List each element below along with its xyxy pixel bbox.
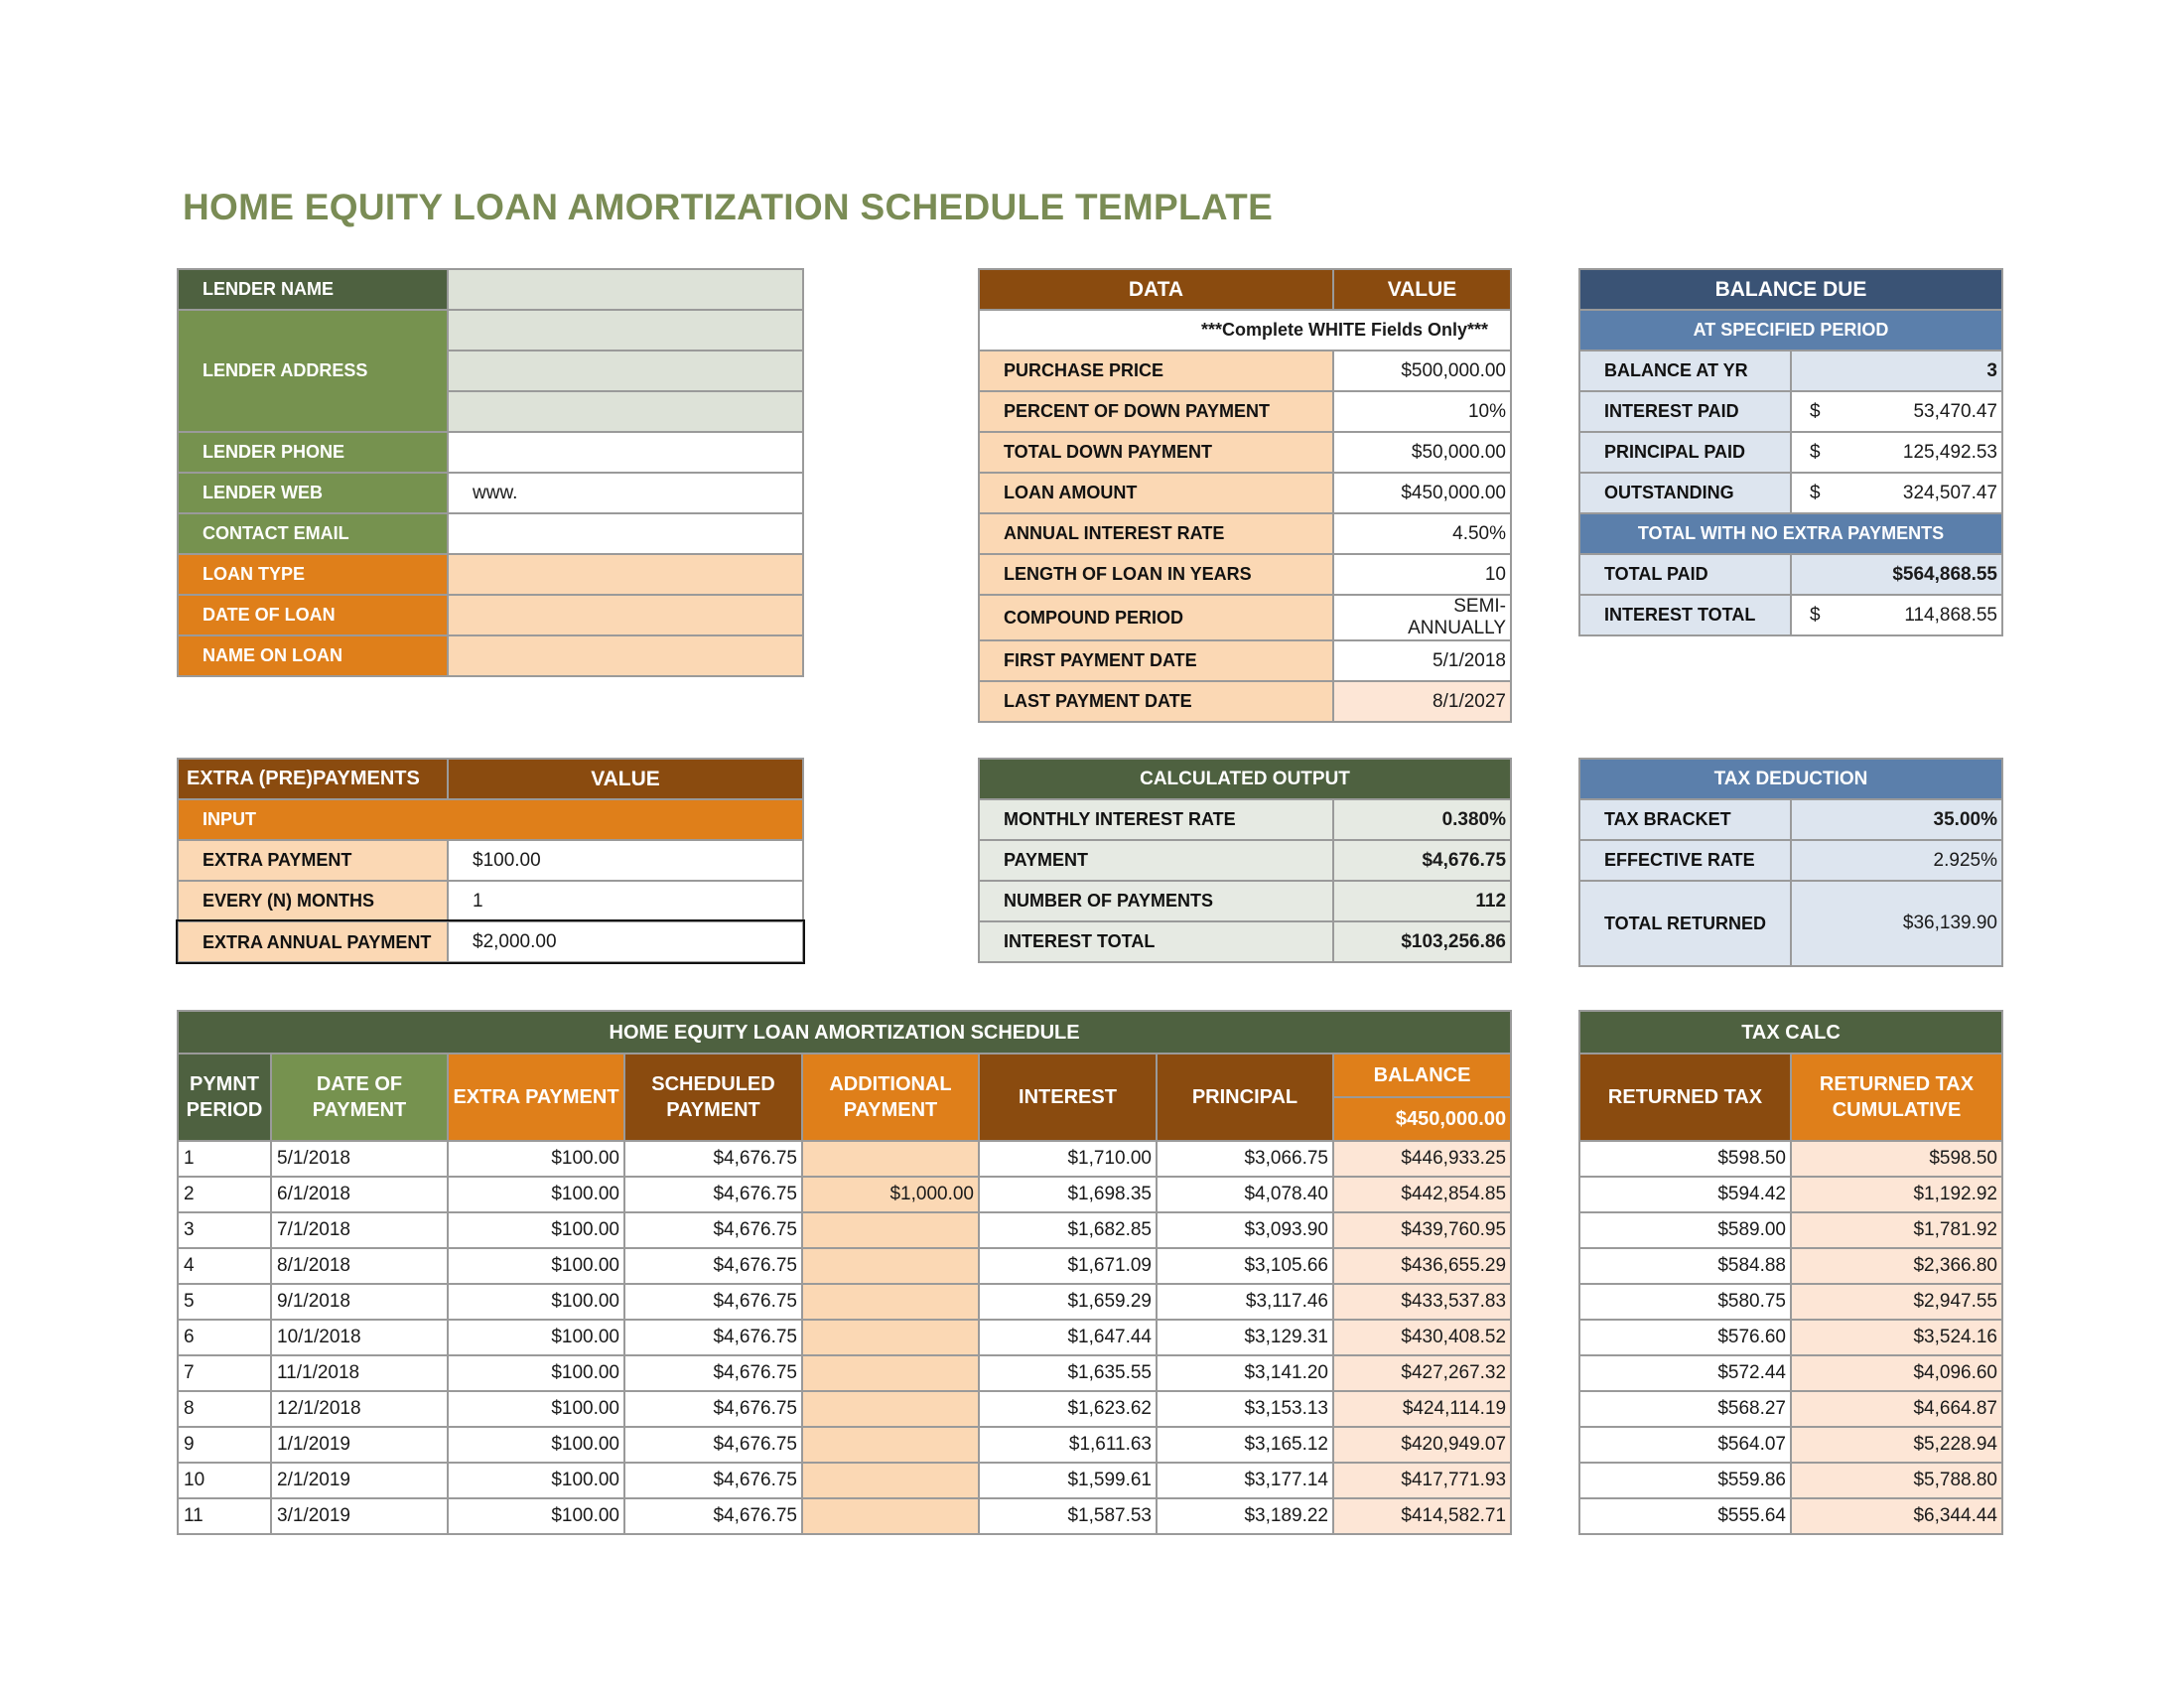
cell-extra-payment: $100.00	[448, 1141, 624, 1177]
date-of-loan-input[interactable]	[448, 595, 803, 635]
cell-extra-payment: $100.00	[448, 1248, 624, 1284]
extra-annual-payment-input[interactable]: $2,000.00	[448, 921, 803, 962]
col-date-of-payment: DATE OF PAYMENT	[271, 1054, 448, 1141]
lender-phone-input[interactable]	[448, 432, 803, 473]
interest-paid-amount: 53,470.47	[1913, 400, 1997, 422]
cell-extra-payment: $100.00	[448, 1320, 624, 1355]
cell-date: 12/1/2018	[271, 1391, 448, 1427]
tax-deduction-header: TAX DEDUCTION	[1579, 759, 2002, 799]
cell-interest: $1,710.00	[979, 1141, 1157, 1177]
every-n-months-label: EVERY (N) MONTHS	[178, 881, 448, 921]
cell-balance: $420,949.07	[1333, 1427, 1511, 1463]
calculated-output-table	[978, 758, 1512, 963]
last-payment-date-label: LAST PAYMENT DATE	[979, 681, 1333, 722]
cell-principal: $4,078.40	[1157, 1177, 1333, 1212]
cell-balance: $427,267.32	[1333, 1355, 1511, 1391]
col-returned-tax-cumulative: RETURNED TAX CUMULATIVE	[1791, 1054, 2002, 1141]
cell-returned-tax-cumulative: $5,788.80	[1791, 1463, 2002, 1498]
lender-web-label: LENDER WEB	[178, 473, 448, 513]
cell-scheduled-payment: $4,676.75	[624, 1177, 802, 1212]
cell-returned-tax: $555.64	[1579, 1498, 1791, 1534]
cell-scheduled-payment: $4,676.75	[624, 1355, 802, 1391]
loan-type-label: LOAN TYPE	[178, 554, 448, 595]
cell-scheduled-payment: $4,676.75	[624, 1141, 802, 1177]
cell-returned-tax-cumulative: $1,781.92	[1791, 1212, 2002, 1248]
cell-balance: $433,537.83	[1333, 1284, 1511, 1320]
starting-balance: $450,000.00	[1333, 1097, 1511, 1141]
tax-bracket-input[interactable]: 35.00%	[1791, 799, 2002, 840]
cell-extra-payment: $100.00	[448, 1463, 624, 1498]
principal-paid-value	[1791, 432, 2002, 473]
cell-scheduled-payment: $4,676.75	[624, 1391, 802, 1427]
table-row	[178, 1391, 1511, 1427]
payment-label: PAYMENT	[979, 840, 1333, 881]
value-column-header: VALUE	[1333, 269, 1511, 310]
cell-date: 1/1/2019	[271, 1427, 448, 1463]
at-specified-period-header: AT SPECIFIED PERIOD	[1579, 310, 2002, 351]
cell-principal: $3,177.14	[1157, 1463, 1333, 1498]
cell-returned-tax-cumulative: $598.50	[1791, 1141, 2002, 1177]
cell-scheduled-payment: $4,676.75	[624, 1212, 802, 1248]
table-row	[178, 1355, 1511, 1391]
input-subheader: INPUT	[178, 799, 803, 840]
currency-symbol: $	[1810, 482, 1821, 503]
cell-interest: $1,698.35	[979, 1177, 1157, 1212]
cell-returned-tax: $594.42	[1579, 1177, 1791, 1212]
extra-payment-label: EXTRA PAYMENT	[178, 840, 448, 881]
cell-period: 6	[178, 1320, 271, 1355]
table-row	[178, 1141, 1511, 1177]
cell-principal: $3,093.90	[1157, 1212, 1333, 1248]
lender-address-line2-input[interactable]	[448, 351, 803, 391]
contact-email-label: CONTACT EMAIL	[178, 513, 448, 554]
extra-payment-input[interactable]: $100.00	[448, 840, 803, 881]
last-payment-date-value: 8/1/2027	[1333, 681, 1511, 722]
cell-period: 11	[178, 1498, 271, 1534]
total-returned-value: $36,139.90	[1791, 881, 2002, 966]
cell-additional-payment[interactable]	[802, 1355, 979, 1391]
calc-interest-total-label: INTEREST TOTAL	[979, 921, 1333, 962]
cell-balance: $446,933.25	[1333, 1141, 1511, 1177]
cell-period: 10	[178, 1463, 271, 1498]
interest-paid-value	[1791, 391, 2002, 432]
total-paid-label: TOTAL PAID	[1579, 554, 1791, 595]
balance-due-table	[1578, 268, 2003, 636]
total-no-extra-payments-header: TOTAL WITH NO EXTRA PAYMENTS	[1579, 513, 2002, 554]
extra-prepayments-table	[177, 758, 804, 963]
cell-interest: $1,671.09	[979, 1248, 1157, 1284]
monthly-interest-rate-label: MONTHLY INTEREST RATE	[979, 799, 1333, 840]
cell-principal: $3,153.13	[1157, 1391, 1333, 1427]
schedule-title: HOME EQUITY LOAN AMORTIZATION SCHEDULE	[178, 1011, 1511, 1054]
table-row	[1579, 1248, 2002, 1284]
cell-interest: $1,682.85	[979, 1212, 1157, 1248]
cell-date: 7/1/2018	[271, 1212, 448, 1248]
principal-paid-label: PRINCIPAL PAID	[1579, 432, 1791, 473]
cell-additional-payment[interactable]	[802, 1427, 979, 1463]
cell-returned-tax-cumulative: $2,947.55	[1791, 1284, 2002, 1320]
loan-amount-label: LOAN AMOUNT	[979, 473, 1333, 513]
tax-calc-title: TAX CALC	[1579, 1011, 2002, 1054]
compound-period-line1: SEMI-	[1453, 596, 1506, 617]
col-interest: INTEREST	[979, 1054, 1157, 1141]
currency-symbol: $	[1810, 604, 1821, 626]
cell-date: 5/1/2018	[271, 1141, 448, 1177]
table-row	[1579, 1141, 2002, 1177]
every-n-months-input[interactable]: 1	[448, 881, 803, 921]
total-down-payment-value: $50,000.00	[1333, 432, 1511, 473]
cell-period: 3	[178, 1212, 271, 1248]
col-scheduled-payment: SCHEDULED PAYMENT	[624, 1054, 802, 1141]
interest-total-amount: 114,868.55	[1904, 604, 1997, 626]
cell-date: 8/1/2018	[271, 1248, 448, 1284]
table-row	[1579, 1498, 2002, 1534]
cell-principal: $3,105.66	[1157, 1248, 1333, 1284]
data-column-header: DATA	[979, 269, 1333, 310]
table-row	[178, 1284, 1511, 1320]
cell-date: 10/1/2018	[271, 1320, 448, 1355]
interest-paid-label: INTEREST PAID	[1579, 391, 1791, 432]
col-pymnt-period: PYMNT PERIOD	[178, 1054, 271, 1141]
table-row	[178, 1498, 1511, 1534]
table-row	[178, 1463, 1511, 1498]
balance-due-header: BALANCE DUE	[1579, 269, 2002, 310]
outstanding-value	[1791, 473, 2002, 513]
outstanding-amount: 324,507.47	[1902, 482, 1997, 503]
cell-returned-tax-cumulative: $3,524.16	[1791, 1320, 2002, 1355]
annual-interest-rate-label: ANNUAL INTEREST RATE	[979, 513, 1333, 554]
interest-total-value	[1791, 595, 2002, 635]
table-row	[1579, 1427, 2002, 1463]
tax-bracket-label: TAX BRACKET	[1579, 799, 1791, 840]
cell-principal: $3,117.46	[1157, 1284, 1333, 1320]
table-row	[1579, 1177, 2002, 1212]
length-of-loan-label: LENGTH OF LOAN IN YEARS	[979, 554, 1333, 595]
percent-down-payment-label: PERCENT OF DOWN PAYMENT	[979, 391, 1333, 432]
loan-amount-value: $450,000.00	[1333, 473, 1511, 513]
table-row	[178, 1427, 1511, 1463]
table-row	[1579, 1391, 2002, 1427]
compound-period-input[interactable]	[1333, 595, 1511, 640]
cell-returned-tax: $598.50	[1579, 1141, 1791, 1177]
table-row	[178, 1248, 1511, 1284]
interest-total-label: INTEREST TOTAL	[1579, 595, 1791, 635]
table-row	[1579, 1463, 2002, 1498]
balance-at-yr-label: BALANCE AT YR	[1579, 351, 1791, 391]
cell-period: 5	[178, 1284, 271, 1320]
monthly-interest-rate-value: 0.380%	[1333, 799, 1511, 840]
table-row	[1579, 1284, 2002, 1320]
compound-period-line2: ANNUALLY	[1408, 618, 1506, 638]
number-of-payments-value: 112	[1333, 881, 1511, 921]
cell-principal: $3,129.31	[1157, 1320, 1333, 1355]
table-row	[1579, 1320, 2002, 1355]
calculated-output-header: CALCULATED OUTPUT	[979, 759, 1511, 799]
length-of-loan-input[interactable]: 10	[1333, 554, 1511, 595]
cell-returned-tax: $564.07	[1579, 1427, 1791, 1463]
cell-returned-tax: $580.75	[1579, 1284, 1791, 1320]
first-payment-date-label: FIRST PAYMENT DATE	[979, 640, 1333, 681]
cell-additional-payment[interactable]	[802, 1141, 979, 1177]
table-row	[178, 1320, 1511, 1355]
loan-type-input[interactable]	[448, 554, 803, 595]
cell-returned-tax-cumulative: $4,096.60	[1791, 1355, 2002, 1391]
cell-date: 9/1/2018	[271, 1284, 448, 1320]
cell-period: 7	[178, 1355, 271, 1391]
extra-annual-payment-label: EXTRA ANNUAL PAYMENT	[178, 921, 448, 962]
complete-white-fields-note: ***Complete WHITE Fields Only***	[979, 310, 1511, 351]
cell-returned-tax-cumulative: $1,192.92	[1791, 1177, 2002, 1212]
cell-interest: $1,587.53	[979, 1498, 1157, 1534]
effective-rate-value: 2.925%	[1791, 840, 2002, 881]
cell-additional-payment[interactable]	[802, 1284, 979, 1320]
col-balance: BALANCE	[1333, 1054, 1511, 1097]
cell-principal: $3,141.20	[1157, 1355, 1333, 1391]
cell-period: 8	[178, 1391, 271, 1427]
cell-returned-tax-cumulative: $5,228.94	[1791, 1427, 2002, 1463]
col-returned-tax: RETURNED TAX	[1579, 1054, 1791, 1141]
cell-extra-payment: $100.00	[448, 1498, 624, 1534]
col-principal: PRINCIPAL	[1157, 1054, 1333, 1141]
col-extra-payment: EXTRA PAYMENT	[448, 1054, 624, 1141]
cell-returned-tax: $559.86	[1579, 1463, 1791, 1498]
extra-value-header: VALUE	[448, 759, 803, 799]
name-on-loan-input[interactable]	[448, 635, 803, 676]
cell-returned-tax-cumulative: $6,344.44	[1791, 1498, 2002, 1534]
cell-interest: $1,659.29	[979, 1284, 1157, 1320]
cell-returned-tax: $576.60	[1579, 1320, 1791, 1355]
cell-scheduled-payment: $4,676.75	[624, 1498, 802, 1534]
cell-extra-payment: $100.00	[448, 1391, 624, 1427]
tax-calc-table	[1578, 1010, 2003, 1535]
payment-value: $4,676.75	[1333, 840, 1511, 881]
cell-balance: $414,582.71	[1333, 1498, 1511, 1534]
cell-scheduled-payment: $4,676.75	[624, 1427, 802, 1463]
cell-additional-payment[interactable]: $1,000.00	[802, 1177, 979, 1212]
page-title: HOME EQUITY LOAN AMORTIZATION SCHEDULE TEMPLATE	[183, 187, 1274, 227]
total-paid-value: $564,868.55	[1791, 554, 2002, 595]
cell-balance: $442,854.85	[1333, 1177, 1511, 1212]
cell-additional-payment[interactable]	[802, 1498, 979, 1534]
table-row	[1579, 1355, 2002, 1391]
contact-email-input[interactable]	[448, 513, 803, 554]
lender-address-label: LENDER ADDRESS	[178, 310, 448, 432]
lender-address-line1-input[interactable]	[448, 310, 803, 351]
cell-interest: $1,599.61	[979, 1463, 1157, 1498]
cell-returned-tax: $572.44	[1579, 1355, 1791, 1391]
col-additional-payment: ADDITIONAL PAYMENT	[802, 1054, 979, 1141]
cell-returned-tax-cumulative: $4,664.87	[1791, 1391, 2002, 1427]
cell-scheduled-payment: $4,676.75	[624, 1320, 802, 1355]
amortization-schedule-table	[177, 1010, 1512, 1535]
cell-interest: $1,623.62	[979, 1391, 1157, 1427]
compound-period-label: COMPOUND PERIOD	[979, 595, 1333, 640]
cell-period: 4	[178, 1248, 271, 1284]
percent-down-payment-input[interactable]: 10%	[1333, 391, 1511, 432]
cell-extra-payment: $100.00	[448, 1177, 624, 1212]
cell-additional-payment[interactable]	[802, 1212, 979, 1248]
lender-web-input[interactable]: www.	[448, 473, 803, 513]
cell-period: 2	[178, 1177, 271, 1212]
cell-returned-tax: $584.88	[1579, 1248, 1791, 1284]
cell-additional-payment[interactable]	[802, 1391, 979, 1427]
cell-balance: $430,408.52	[1333, 1320, 1511, 1355]
cell-date: 11/1/2018	[271, 1355, 448, 1391]
cell-date: 2/1/2019	[271, 1463, 448, 1498]
table-row	[178, 1177, 1511, 1212]
extra-prepayments-header: EXTRA (PRE)PAYMENTS	[178, 759, 448, 799]
cell-extra-payment: $100.00	[448, 1355, 624, 1391]
tax-calc-rows	[1579, 1141, 2002, 1534]
cell-returned-tax: $568.27	[1579, 1391, 1791, 1427]
cell-interest: $1,611.63	[979, 1427, 1157, 1463]
first-payment-date-input[interactable]: 5/1/2018	[1333, 640, 1511, 681]
cell-principal: $3,189.22	[1157, 1498, 1333, 1534]
currency-symbol: $	[1810, 441, 1821, 463]
balance-at-yr-input[interactable]: 3	[1791, 351, 2002, 391]
cell-scheduled-payment: $4,676.75	[624, 1284, 802, 1320]
cell-balance: $436,655.29	[1333, 1248, 1511, 1284]
cell-scheduled-payment: $4,676.75	[624, 1463, 802, 1498]
cell-period: 9	[178, 1427, 271, 1463]
cell-date: 6/1/2018	[271, 1177, 448, 1212]
outstanding-label: OUTSTANDING	[1579, 473, 1791, 513]
cell-extra-payment: $100.00	[448, 1212, 624, 1248]
cell-principal: $3,066.75	[1157, 1141, 1333, 1177]
purchase-price-input[interactable]: $500,000.00	[1333, 351, 1511, 391]
purchase-price-label: PURCHASE PRICE	[979, 351, 1333, 391]
cell-extra-payment: $100.00	[448, 1427, 624, 1463]
cell-additional-payment[interactable]	[802, 1320, 979, 1355]
lender-phone-label: LENDER PHONE	[178, 432, 448, 473]
loan-data-table	[978, 268, 1512, 723]
calc-interest-total-value: $103,256.86	[1333, 921, 1511, 962]
cell-interest: $1,647.44	[979, 1320, 1157, 1355]
cell-balance: $439,760.95	[1333, 1212, 1511, 1248]
cell-principal: $3,165.12	[1157, 1427, 1333, 1463]
cell-period: 1	[178, 1141, 271, 1177]
lender-name-input[interactable]	[448, 269, 803, 310]
tax-deduction-table	[1578, 758, 2003, 967]
cell-balance: $424,114.19	[1333, 1391, 1511, 1427]
lender-info-table	[177, 268, 804, 677]
cell-balance: $417,771.93	[1333, 1463, 1511, 1498]
cell-additional-payment[interactable]	[802, 1463, 979, 1498]
lender-address-line3-input[interactable]	[448, 391, 803, 432]
cell-returned-tax-cumulative: $2,366.80	[1791, 1248, 2002, 1284]
lender-name-label: LENDER NAME	[178, 269, 448, 310]
cell-date: 3/1/2019	[271, 1498, 448, 1534]
cell-additional-payment[interactable]	[802, 1248, 979, 1284]
table-row	[1579, 1212, 2002, 1248]
cell-extra-payment: $100.00	[448, 1284, 624, 1320]
date-of-loan-label: DATE OF LOAN	[178, 595, 448, 635]
cell-interest: $1,635.55	[979, 1355, 1157, 1391]
cell-scheduled-payment: $4,676.75	[624, 1248, 802, 1284]
effective-rate-label: EFFECTIVE RATE	[1579, 840, 1791, 881]
currency-symbol: $	[1810, 400, 1821, 422]
annual-interest-rate-input[interactable]: 4.50%	[1333, 513, 1511, 554]
total-returned-label: TOTAL RETURNED	[1579, 881, 1791, 966]
principal-paid-amount: 125,492.53	[1902, 441, 1997, 463]
total-down-payment-label: TOTAL DOWN PAYMENT	[979, 432, 1333, 473]
table-row	[178, 1212, 1511, 1248]
number-of-payments-label: NUMBER OF PAYMENTS	[979, 881, 1333, 921]
schedule-rows	[178, 1141, 1511, 1534]
name-on-loan-label: NAME ON LOAN	[178, 635, 448, 676]
cell-returned-tax: $589.00	[1579, 1212, 1791, 1248]
